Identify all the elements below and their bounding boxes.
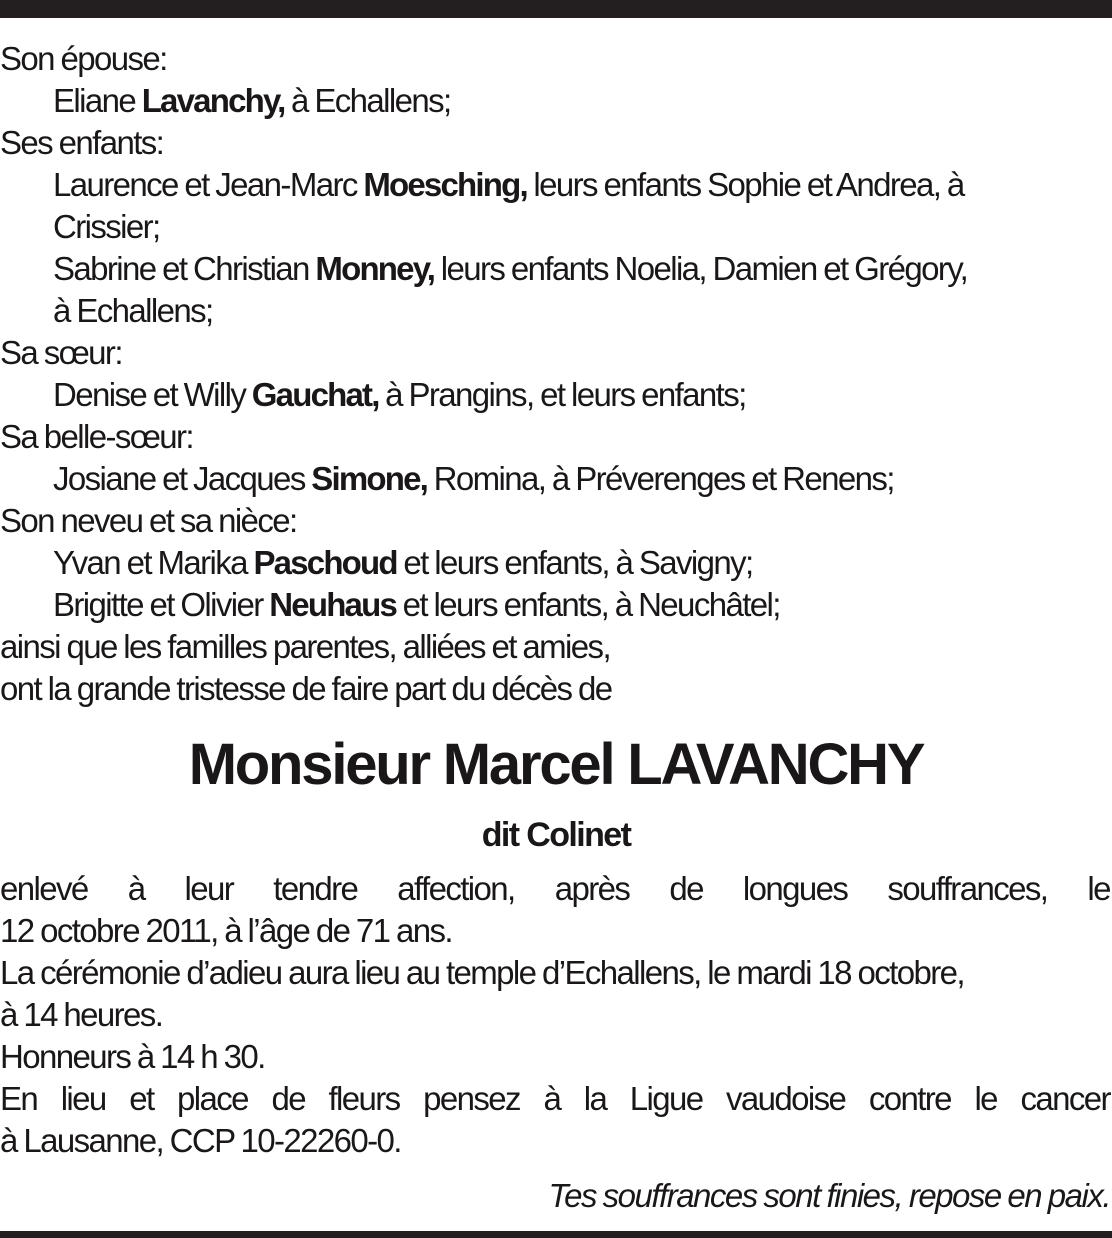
word: et — [129, 1080, 154, 1117]
surname: Neuhaus — [269, 586, 397, 623]
word: à — [127, 870, 145, 907]
word: de — [271, 1080, 305, 1117]
word: tendre — [273, 870, 358, 907]
donation-account: à Lausanne, CCP 10-22260-0. — [0, 1122, 401, 1159]
child-entry-continued: Crissier; — [53, 208, 160, 245]
nephew-entry: Yvan et Marika Paschoud et leurs enfants, à Savigny; — [53, 544, 753, 581]
details-line: 12 octobre 2011, à l’âge de 71 ans. — [0, 912, 452, 949]
surname: Simone, — [311, 460, 428, 497]
sister-in-law-entry: Josiane et Jacques Simone, Romina, à Préverenges et Renens; — [53, 460, 894, 497]
donation-line-justified — [0, 1078, 1110, 1120]
word: En — [0, 1080, 38, 1117]
ceremony-line: La cérémonie d’adieu aura lieu au temple d’Echallens, le mardi 18 octobre, — [0, 954, 964, 991]
nephew-niece-heading: Son neveu et sa nièce: — [0, 502, 297, 539]
word: pensez — [423, 1080, 520, 1117]
child-entry: Laurence et Jean-Marc Moesching, leurs enfants Sophie et Andrea, à — [53, 166, 964, 203]
word: la — [583, 1080, 607, 1117]
word: fleurs — [328, 1080, 400, 1117]
closing-phrase: Tes souffrances sont finies, repose en paix. — [548, 1177, 1110, 1214]
sister-heading: Sa sœur: — [0, 334, 122, 371]
word: affection, — [397, 870, 515, 907]
surname: Monney, — [315, 250, 435, 287]
word: leur — [184, 870, 234, 907]
word: longues — [742, 870, 848, 907]
top-rule — [0, 0, 1112, 18]
deceased-name: Monsieur Marcel LAVANCHY — [188, 732, 924, 797]
word: le — [1087, 870, 1110, 907]
sister-entry: Denise et Willy Gauchat, à Prangins, et leurs enfants; — [53, 376, 746, 413]
spouse-heading: Son épouse: — [0, 40, 167, 77]
word: de — [669, 870, 703, 907]
word: à — [543, 1080, 561, 1117]
other-families: ainsi que les familles parentes, alliées et amies, — [0, 628, 611, 665]
bottom-rule — [0, 1231, 1112, 1238]
word: enlevé — [0, 870, 88, 907]
child-entry-continued: à Echallens; — [53, 292, 213, 329]
spouse-entry: Eliane Lavanchy, à Echallens; — [53, 82, 451, 119]
surname: Lavanchy, — [141, 82, 285, 119]
child-entry: Sabrine et Christian Monney, leurs enfants Noelia, Damien et Grégory, — [53, 250, 968, 287]
niece-entry: Brigitte et Olivier Neuhaus et leurs enfants, à Neuchâtel; — [53, 586, 780, 623]
deceased-nickname: dit Colinet — [481, 816, 631, 854]
sister-in-law-heading: Sa belle-sœur: — [0, 418, 194, 455]
details-line-justified — [0, 868, 1110, 910]
word: le — [974, 1080, 997, 1117]
family-list — [0, 38, 1110, 710]
word: place — [177, 1080, 248, 1117]
obituary-details — [0, 868, 1110, 1162]
honours-line: Honneurs à 14 h 30. — [0, 1038, 265, 1075]
word: cancer — [1020, 1080, 1110, 1117]
announcement-line: ont la grande tristesse de faire part du décès de — [0, 670, 612, 707]
surname: Moesching, — [363, 166, 527, 203]
word: vaudoise — [726, 1080, 846, 1117]
surname: Paschoud — [253, 544, 397, 581]
children-heading: Ses enfants: — [0, 124, 164, 161]
word: souffrances, — [887, 870, 1048, 907]
word: lieu — [60, 1080, 106, 1117]
ceremony-time: à 14 heures. — [0, 996, 163, 1033]
word: contre — [868, 1080, 951, 1117]
word: après — [554, 870, 630, 907]
word: Ligue — [629, 1080, 703, 1117]
surname: Gauchat, — [251, 376, 379, 413]
